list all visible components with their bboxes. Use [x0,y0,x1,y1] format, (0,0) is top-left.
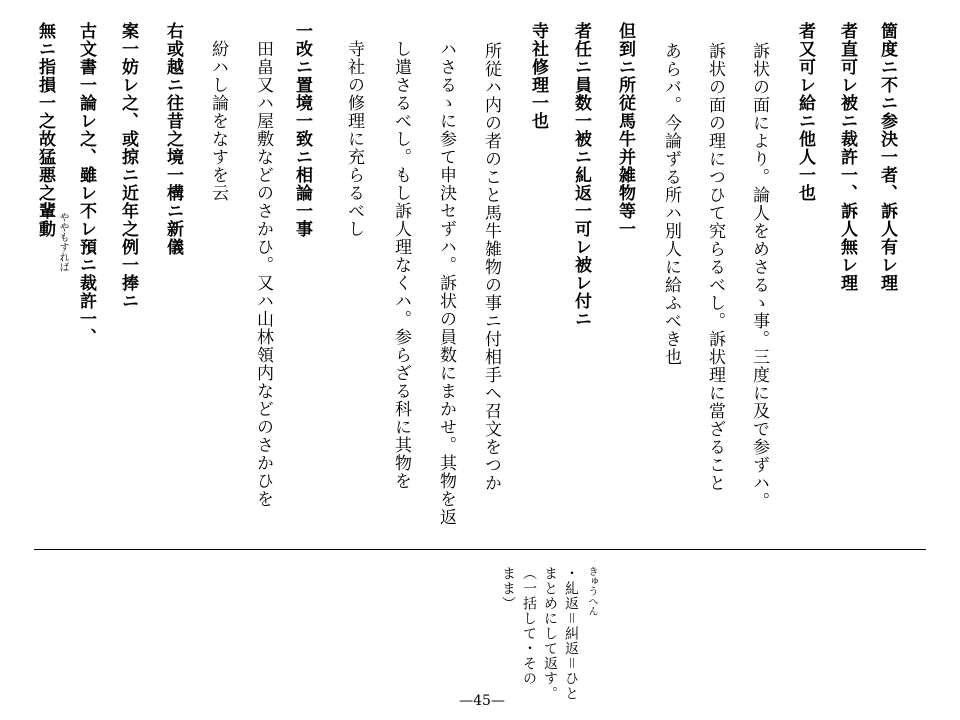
text-column-13: 寺社の修理に充らるべし [344,40,364,238]
text-column-20: 無ニ指損一之故猛悪之輩動 [35,22,55,238]
text-column-1: 箇度ニ不ニ参決一者、訴人有レ理 [877,22,897,292]
text-column-18: 案一妨レ之、或掠ニ近年之例一捧ニ [118,22,138,310]
text-column-9: 寺社修理一也 [528,22,548,130]
footnote-line-4: まま） [500,566,516,611]
ruby-yaya: ややもすれば [57,212,68,272]
text-column-17: 右或越ニ往昔之境一構ニ新儀 [163,22,183,256]
text-column-10: 所従ハ内の者のこと馬牛雑物の事ニ付相手へ召文をつか [481,42,501,492]
text-column-15: 田畠又ハ屋敷などのさかひ。又ハ山林領内などのさかひを [253,40,273,508]
footnote-line-1: ・糺返＝糾返＝ひと [563,566,579,701]
footnote-line-2: まとめにして返す。 [542,566,558,701]
text-column-4: 訴状の面により。論人をめさるゝ事。三度に及で参ずハ。 [749,42,769,510]
text-column-3: 者又可レ給ニ他人一也 [795,22,815,202]
text-column-2: 者直可レ被ニ裁許一、訴人無レ理 [837,22,857,292]
text-column-8: 者任ニ員数一被ニ糺返一可レ被レ付ニ [571,22,591,328]
text-column-16: 紛ハし論をなすを云 [208,40,228,202]
text-column-5: 訴状の面の理につひて究らるべし。訴状理に當ざること [705,42,725,492]
text-column-7: 但到ニ所従馬牛并雑物等一 [615,22,635,238]
page-number: —45— [459,693,505,709]
text-column-12: し遣さるべし。もし訴人理なくハ。参らざる科に其物を [391,40,411,490]
text-column-14: 一改ニ置境一致ニ相論一事 [292,22,312,238]
footnote-divider [34,549,926,550]
footnote-ruby: きゅうへん [586,566,597,616]
text-column-19: 古文書一論レ之、雖レ不レ預ニ裁許一、 [76,22,96,346]
text-column-11: ハさるゝに参て申決セずハ。訴状の員数にまかせ。其物を返 [436,40,456,526]
text-column-6: あらバ。今論ずる所ハ別人に給ふべき也 [661,42,681,366]
footnote-line-3: （一括して・その [521,566,537,686]
